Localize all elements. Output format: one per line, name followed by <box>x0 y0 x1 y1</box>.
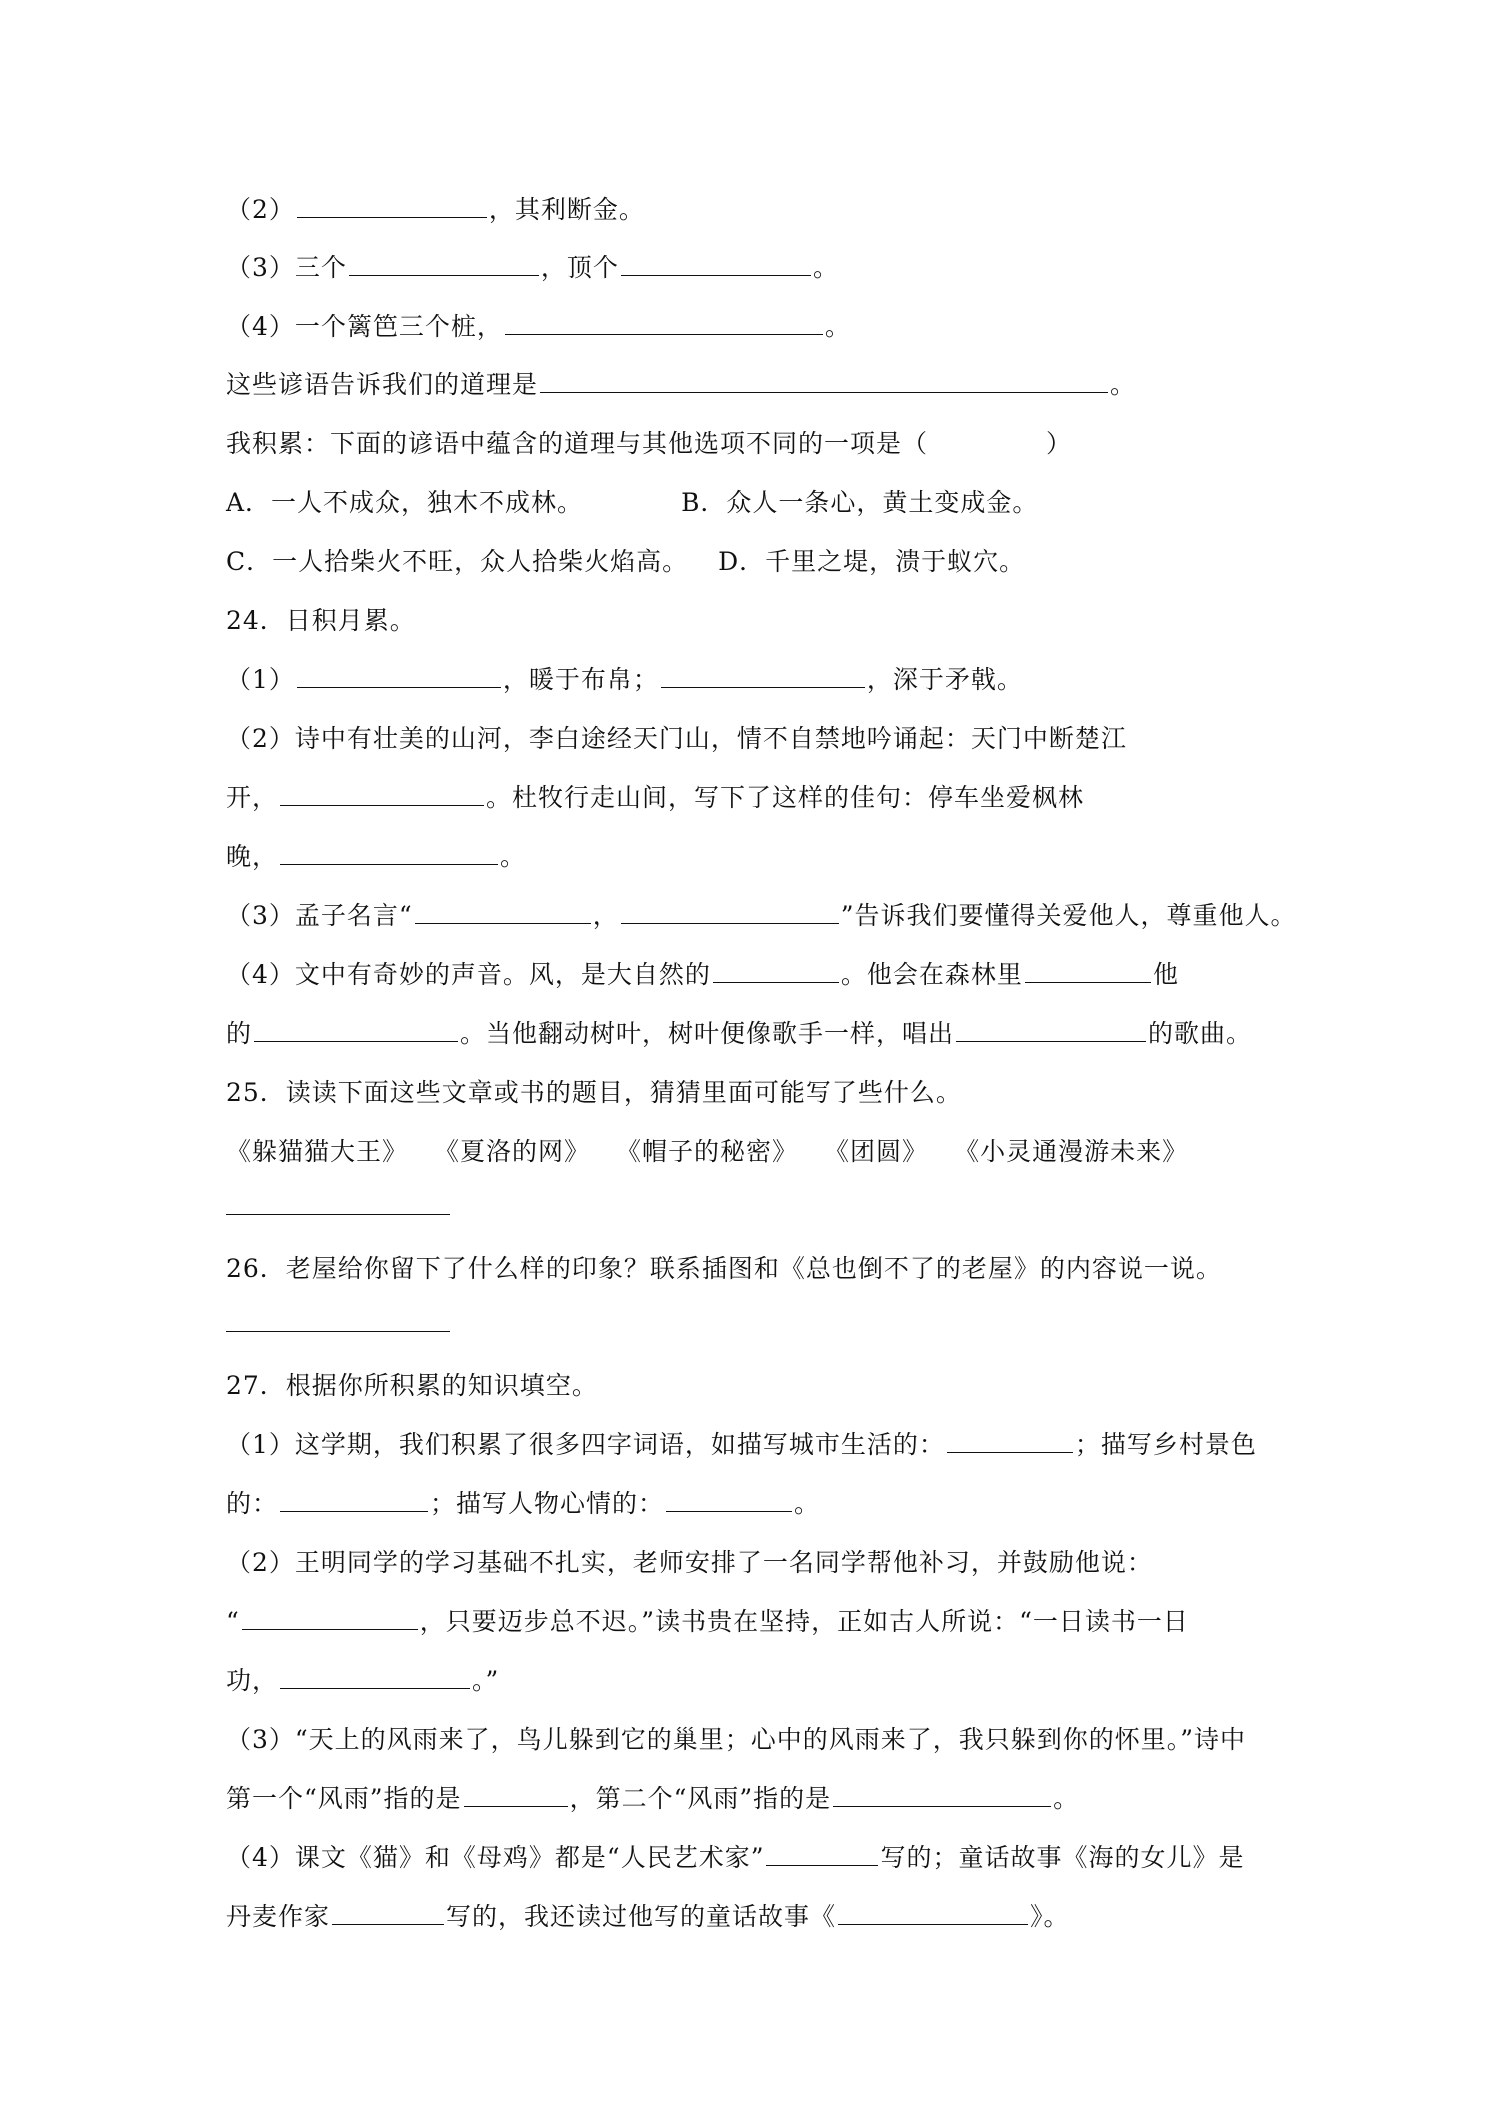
answer-blank[interactable] <box>242 1605 418 1630</box>
q25-answer-line[interactable] <box>226 1214 450 1215</box>
answer-blank[interactable] <box>713 958 839 983</box>
q23-choice-prompt: 我积累：下面的谚语中蕴含的道理与其他选项不同的一项是（ ） <box>226 429 1073 458</box>
q25-title: 25．读读下面这些文章或书的题目，猜猜里面可能写了些什么。 <box>226 1078 962 1107</box>
answer-blank[interactable] <box>621 251 811 276</box>
q24-item1: （1） ，暖于布帛； ，深于矛戟。 <box>226 665 1023 694</box>
option-a[interactable]: A．一人不成众，独木不成林。 <box>226 488 584 517</box>
answer-blank[interactable] <box>280 1664 470 1689</box>
answer-blank[interactable] <box>766 1841 878 1866</box>
q27-item4-line1: （4）课文《猫》和《母鸡》都是“人民艺术家” 写的；童话故事《海的女儿》是 <box>226 1843 1245 1872</box>
q23-item3: （3）三个 ，顶个 。 <box>226 253 839 282</box>
answer-blank[interactable] <box>621 899 839 924</box>
book-title: 《小灵通漫游未来》 <box>954 1137 1189 1166</box>
book-title: 《帽子的秘密》 <box>616 1137 799 1166</box>
option-d[interactable]: D．千里之堤，溃于蚁穴。 <box>718 547 1026 576</box>
option-c[interactable]: C．一人拾柴火不旺，众人拾柴火焰高。 <box>226 547 689 576</box>
q23-conclusion: 这些谚语告诉我们的道理是 。 <box>226 370 1137 399</box>
q25-book-list <box>226 1135 1188 1169</box>
q23-item2: （2） ，其利断金。 <box>226 195 645 224</box>
answer-blank[interactable] <box>661 663 865 688</box>
q24-title: 24．日积月累。 <box>226 606 416 635</box>
answer-blank[interactable] <box>254 1017 458 1042</box>
answer-blank[interactable] <box>297 193 487 218</box>
answer-blank[interactable] <box>666 1487 792 1512</box>
answer-blank[interactable] <box>349 251 539 276</box>
q23-item4: （4）一个篱笆三个桩， 。 <box>226 312 851 341</box>
q27-item2-line3: 功， 。” <box>226 1666 500 1695</box>
option-b[interactable]: B．众人一条心，黄土变成金。 <box>681 488 1039 517</box>
answer-blank[interactable] <box>947 1428 1073 1453</box>
q27-item4-line2: 丹麦作家 写的，我还读过他写的童话故事《 》。 <box>226 1902 1070 1931</box>
q26-answer-line[interactable] <box>226 1331 450 1332</box>
book-title: 《躲猫猫大王》 <box>226 1137 409 1166</box>
answer-blank[interactable] <box>415 899 591 924</box>
q24-item4-line2: 的 。当他翻动树叶，树叶便像歌手一样，唱出 的歌曲。 <box>226 1019 1253 1048</box>
q23-options-cd <box>226 545 1025 579</box>
book-title: 《夏洛的网》 <box>434 1137 591 1166</box>
answer-blank[interactable] <box>280 781 484 806</box>
answer-blank[interactable] <box>297 663 501 688</box>
q27-item3-line1: （3）“天上的风雨来了，鸟儿躲到它的巢里；心中的风雨来了，我只躲到你的怀里。”诗中 <box>226 1725 1246 1754</box>
q24-item2-line1: （2）诗中有壮美的山河，李白途经天门山，情不自禁地吟诵起：天门中断楚江 <box>226 724 1127 753</box>
q24-item4-line1: （4）文中有奇妙的声音。风，是大自然的 。他会在森林里 他 <box>226 960 1179 989</box>
answer-blank[interactable] <box>464 1782 568 1807</box>
q24-item3: （3）孟子名言“ ， ”告诉我们要懂得关爱他人，尊重他人。 <box>226 901 1297 930</box>
q24-item2-line3: 晚， 。 <box>226 842 527 871</box>
answer-blank[interactable] <box>838 1900 1028 1925</box>
answer-blank[interactable] <box>540 368 1108 393</box>
answer-blank[interactable] <box>280 840 498 865</box>
answer-blank[interactable] <box>280 1487 428 1512</box>
answer-blank[interactable] <box>505 310 823 335</box>
q27-item1-line1: （1）这学期，我们积累了很多四字词语，如描写城市生活的： ；描写乡村景色 <box>226 1430 1257 1459</box>
q26-title: 26．老屋给你留下了什么样的印象？联系插图和《总也倒不了的老屋》的内容说一说。 <box>226 1254 1222 1283</box>
q27-item3-line2: 第一个“风雨”指的是 ，第二个“风雨”指的是 。 <box>226 1784 1080 1813</box>
q23-options-ab <box>226 486 1038 520</box>
q27-item1-line2: 的： ；描写人物心情的： 。 <box>226 1489 821 1518</box>
q24-item2-line2: 开， 。杜牧行走山间，写下了这样的佳句：停车坐爱枫林 <box>226 783 1085 812</box>
answer-blank[interactable] <box>332 1900 444 1925</box>
q27-item2-line1: （2）王明同学的学习基础不扎实，老师安排了一名同学帮他补习，并鼓励他说： <box>226 1548 1153 1577</box>
answer-blank[interactable] <box>956 1017 1146 1042</box>
book-title: 《团圆》 <box>824 1137 929 1166</box>
answer-blank[interactable] <box>833 1782 1051 1807</box>
q27-title: 27．根据你所积累的知识填空。 <box>226 1371 598 1400</box>
answer-blank[interactable] <box>1025 958 1151 983</box>
q27-item2-line2: “ ，只要迈步总不迟。”读书贵在坚持，正如古人所说：“一日读书一日 <box>226 1607 1189 1636</box>
